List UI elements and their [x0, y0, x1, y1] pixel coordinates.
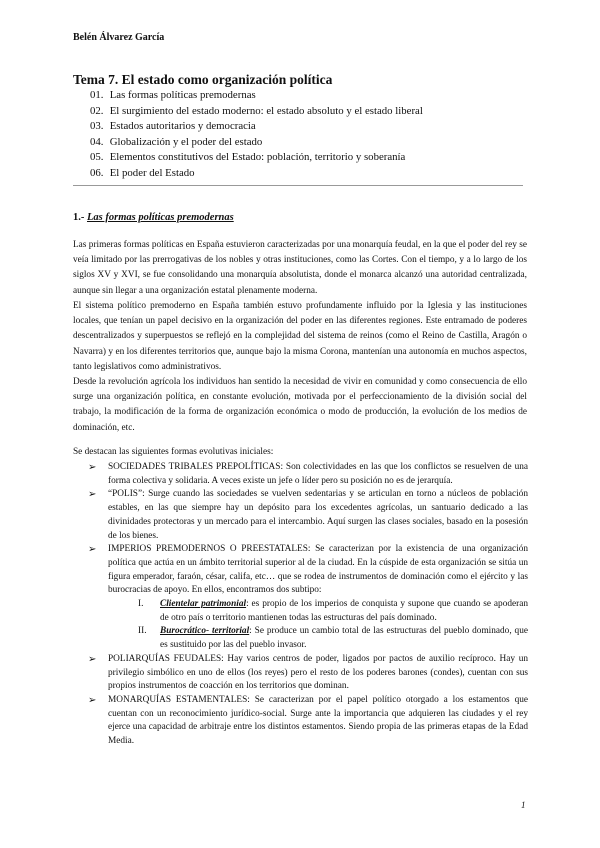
divider [73, 185, 523, 186]
arrow-bullet-icon: ➢ [88, 462, 97, 473]
section-heading: 1.- Las formas políticas premodernas [73, 212, 234, 223]
toc-item: 03. Estados autoritarios y democracia [90, 120, 256, 133]
author-name: Belén Álvarez García [73, 32, 165, 43]
subtype-list [108, 598, 528, 653]
arrow-bullet-icon: ➢ [88, 694, 97, 706]
list-item: ➢ SOCIEDADES TRIBALES PREPOLÍTICAS: Son colectividades en las que los conflictos se resuelven de una forma colectiva y solidaria. A veces existe un jefe o líder pero su posición no es de jerarquía. [88, 462, 528, 486]
subtype-item: I. Clientelar patrimonial: es propio de los imperios de conquista y supone que cuando se apoderan de otro país o territorio mantienen todas las estructuras del país dominado. [138, 599, 528, 623]
list-item: ➢ POLIARQUÍAS FEUDALES: Hay varios centros de poder, ligados por pactos de auxilio recíproco. Hay un privilegio simbólico en uno de ellos (los reyes) pero el resto de los poderes barones (condes), cuentan con sus propios instrumentos de coacción en los territorios que dominan. [88, 653, 528, 692]
arrow-bullet-icon: ➢ [88, 544, 97, 556]
arrow-bullet-icon: ➢ [88, 489, 97, 501]
paragraph: Desde la revolución agrícola los individuos han sentido la necesidad de vivir en comunidad y como consecuencia de ello surge una organización política, en constante evolución, motivada por el perfeccionamiento de la división social del trabajo, la modificación de la forma de organización económica o modo de producción, la evolución de los medios de dominación, etc. [73, 377, 527, 433]
list-intro: Se destacan las siguientes formas evolutivas iniciales: [73, 447, 274, 457]
paragraph: Las primeras formas políticas en España estuvieron caracterizadas por una monarquía feudal, en la que el poder del rey se veía limitado por las prerrogativas de los nobles y otras instituciones, como las Cortes. Con el tiempo, y a lo largo de los siglos XV y XVI, se fue consolidando una monarquía absolutista, donde el monarca alcanzó una autoridad centralizada, aunque sin llegar a una organización estatal plenamente moderna. [73, 240, 527, 296]
table-of-contents [90, 88, 423, 182]
toc-item: 05. Elementos constitutivos del Estado: población, territorio y soberanía [90, 151, 406, 164]
forms-list [88, 461, 528, 749]
toc-item: 04. Globalización y el poder del estado [90, 135, 263, 148]
page-number: 1 [521, 800, 526, 810]
list-item: ➢ MONARQUÍAS ESTAMENTALES: Se caracterizan por el papel político otorgado a los estamentos que cuentan con un reconocimiento jurídico-social. Surge ante la importancia que adquieren las ciudades y el rey ejerce una capacidad de arbitraje entre los distintos estamentos. Siendo propia de las primeras etapas de la Edad Media. [88, 694, 528, 747]
paragraph: El sistema político premoderno en España también estuvo profundamente influido por la Iglesia y las instituciones locales, que tenían un papel decisivo en la organización del poder en las diferentes regiones. Este entramado de poderes descentralizados y superpuestos se reflejó en la complejidad del sistema de reinos (como el Reino de Castilla, Aragón o Navarra) y en los diferentes territorios que, aunque bajo la misma Corona, mantenían una autonomía en muchos aspectos, tanto legislativos como administrativos. [73, 301, 527, 372]
toc-item: 01. Las formas políticas premodernas [90, 89, 256, 101]
list-item: ➢ IMPERIOS PREMODERNOS O PREESTATALES: Se caracterizan por la existencia de una organización política que actúa en un ámbito territorial superior al de la ciudad. En la cúspide de esta organización se sitúa un figura emperador, faraón, césar, califa, etc… que se rodea de instrumentos de dominación como el ejército y las burocracias de apoyo. En ellos, encontramos dos subtipo: I. Clientelar patrimonial: es propio de los imperios de conquista y supone que cuando se apoderan de otro país o territorio mantienen todas las estructuras del país dominado. II. Burocrático- territorial: Se produce un cambio total de las estructuras del pueblo dominado, que es sustituido por las del pueblo invasor. [88, 543, 528, 653]
arrow-bullet-icon: ➢ [88, 653, 97, 665]
subtype-item: II. Burocrático- territorial: Se produce un cambio total de las estructuras del pueblo dominado, que es sustituido por las del pueblo invasor. [138, 626, 528, 651]
list-item: ➢ “POLIS”: Surge cuando las sociedades se vuelven sedentarias y se articulan en torno a núcleos de población estables, en las que siempre hay un depósito para los excedentes agrícolas, un santuario dedicado a las divinidades protectoras y un mercado para el intercambio. Aquí surgen las clases sociales, basado en la posesión de los bienes. [88, 489, 528, 541]
toc-item: 06. El poder del Estado [90, 166, 195, 179]
document-title: Tema 7. El estado como organización política [73, 72, 333, 87]
toc-item: 02. El surgimiento del estado moderno: el estado absoluto y el estado liberal [90, 104, 423, 117]
